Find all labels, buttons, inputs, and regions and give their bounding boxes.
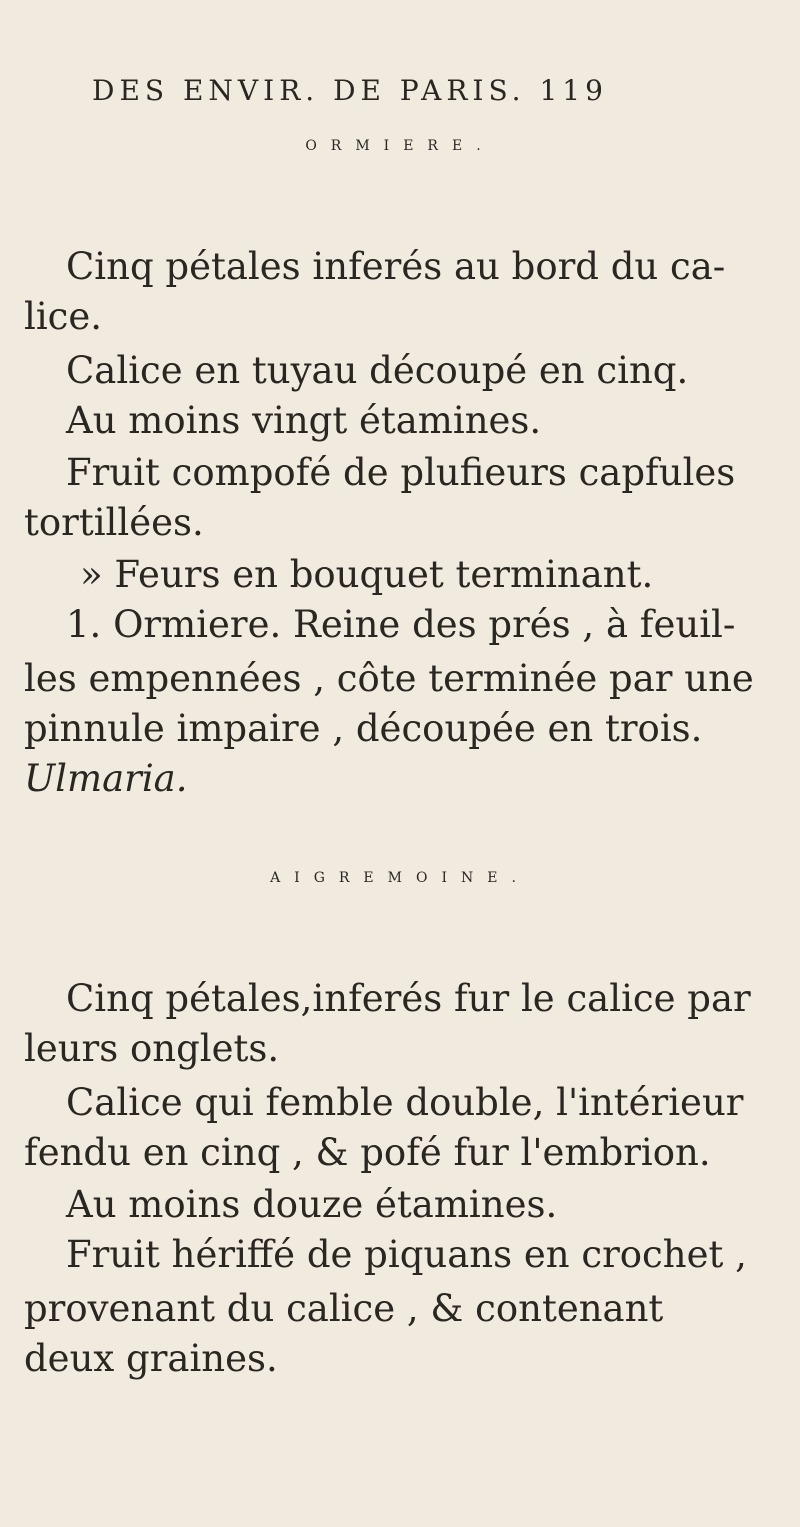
text-line: Calice en tuyau découpé en cinq. — [66, 349, 689, 392]
latin-name: Ulmaria. — [24, 757, 188, 800]
text-line: Cinq pétales inferés au bord du ca- — [66, 245, 726, 288]
text-line: tortillées. — [24, 501, 204, 544]
text-line: pinnule impaire , découpée en trois. — [24, 707, 703, 750]
text-line: Fruit hériffé de piquans en crochet , — [66, 1233, 747, 1276]
text-line: Cinq pétales,inferés fur le calice par — [66, 977, 751, 1020]
text-line: Fruit compofé de plufieurs capfules — [66, 451, 736, 494]
section-heading-aigremoine: AIGREMOINE. — [270, 870, 530, 886]
running-head: DES ENVIR. DE PARIS. 119 — [92, 74, 608, 107]
text-line: Calice qui femble double, l'intérieur — [66, 1081, 744, 1124]
text-line: 1. Ormiere. Reine des prés , à feuil- — [66, 603, 736, 646]
section-heading-ormiere: ORMIERE. — [305, 138, 495, 154]
text-line: » Feurs en bouquet terminant. — [80, 553, 654, 596]
text-line: les empennées , côte terminée par une — [24, 657, 754, 700]
text-line: lice. — [24, 295, 103, 338]
text-line: fendu en cinq , & pofé fur l'embrion. — [24, 1131, 711, 1174]
text-line: deux graines. — [24, 1337, 278, 1380]
text-line: provenant du calice , & contenant — [24, 1287, 664, 1330]
text-line: Au moins vingt étamines. — [66, 399, 542, 442]
text-line: leurs onglets. — [24, 1027, 280, 1070]
text-line: Au moins douze étamines. — [66, 1183, 558, 1226]
